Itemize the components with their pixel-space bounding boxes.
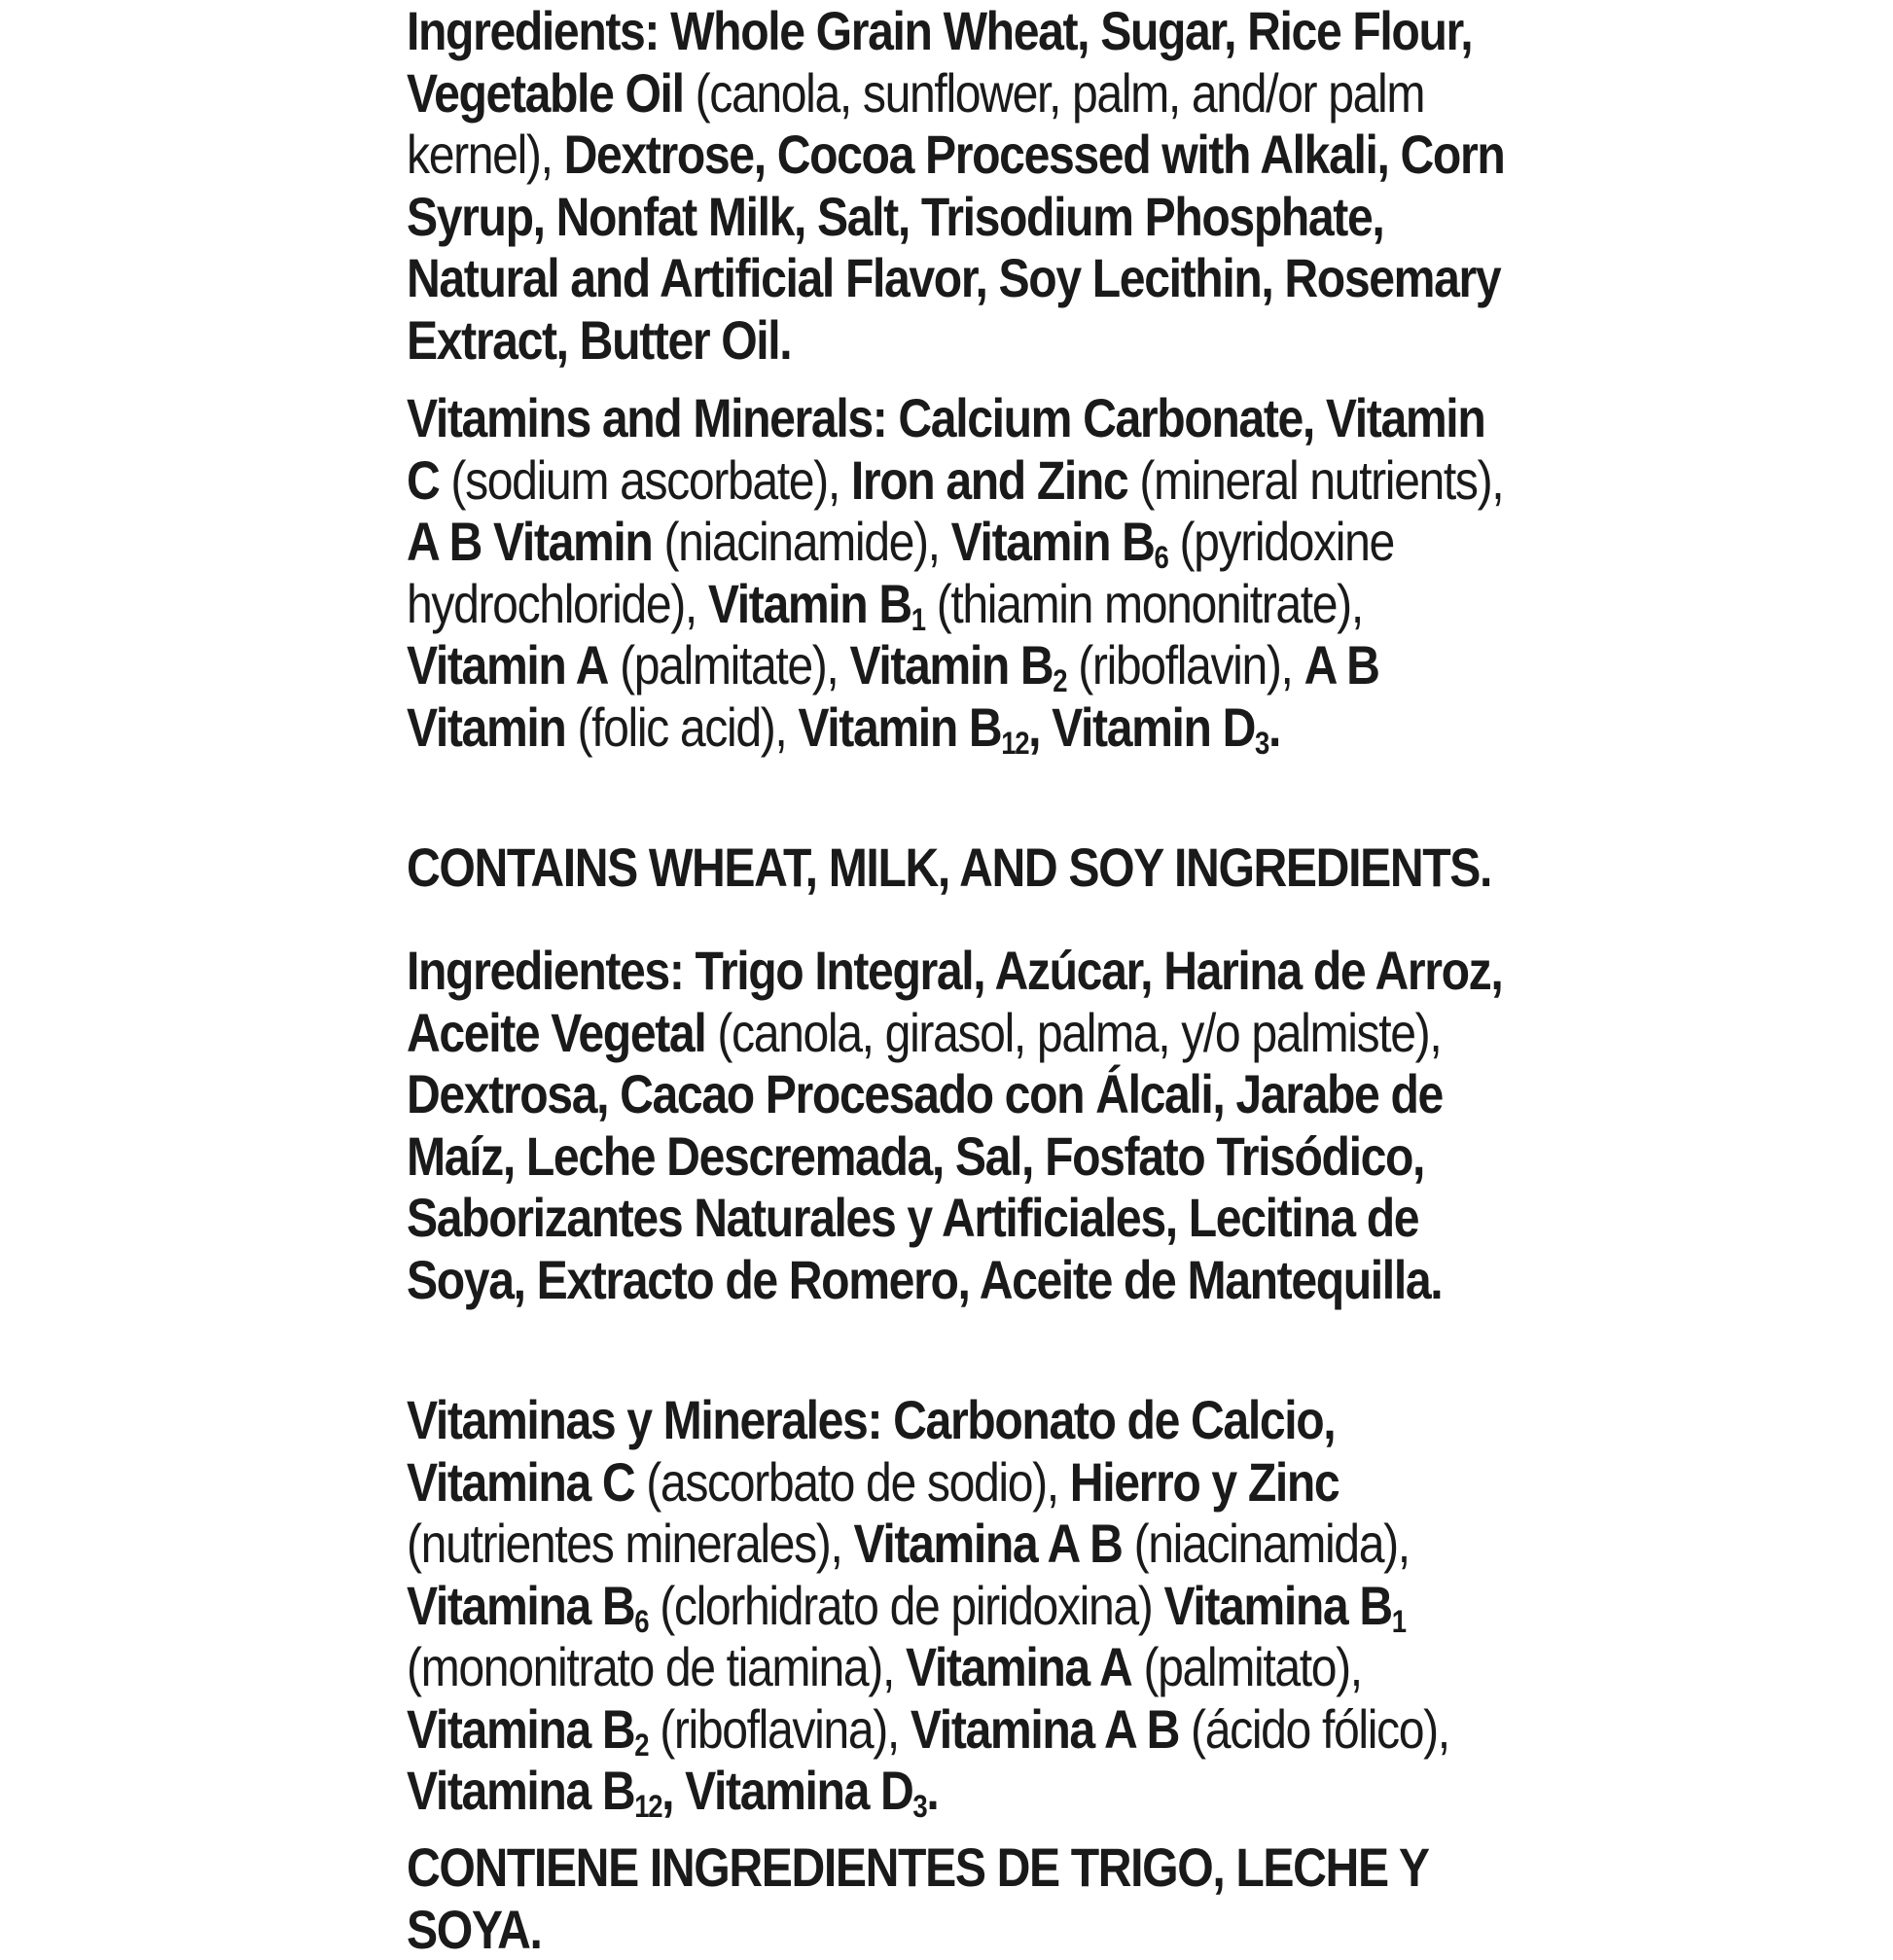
bold-run: Ingredients: Whole Grain Wheat, Sugar, Rice Flour, Vegetable Oil [407, 0, 1473, 124]
bold-run: , Vitamina D [661, 1760, 913, 1821]
regular-run: (nutrientes minerales), [407, 1513, 854, 1574]
allergen-statement-en [407, 837, 1525, 899]
regular-run: (riboflavina), [648, 1697, 911, 1760]
regular-run: (niacinamida), [1122, 1513, 1410, 1574]
regular-run: (ascorbato de sodio), [634, 1450, 1070, 1513]
bold-run: Iron and Zinc [850, 448, 1128, 511]
regular-run: (riboflavin), [1066, 634, 1304, 695]
subscript: 12 [634, 1789, 662, 1824]
regular-run: (thiamin mononitrate), [924, 572, 1363, 634]
regular-run: (pyridoxine hydrochloride), [407, 511, 1394, 634]
regular-run: (palmitate), [608, 634, 850, 695]
subscript: 12 [1001, 725, 1029, 761]
subscript: 2 [1053, 663, 1067, 698]
bold-run: . [1268, 695, 1280, 758]
bold-run: Vitamin B [798, 695, 1002, 758]
vitamins-minerals-en [407, 387, 1525, 761]
bold-run: Vitamin A [407, 634, 609, 695]
regular-run: (palmitato), [1131, 1636, 1362, 1697]
ingredients-en [407, 0, 1525, 371]
bold-run: Dextrosa, Cacao Procesado con Álcali, Jarabe de Maíz, Leche Descremada, Sal, Fosfato Trisódico, Saborizantes Naturales y Artificiales, Lecitina de Soya, Extracto de Romero, Aceite de Mantequilla. [407, 1063, 1443, 1310]
bold-run: Ingredientes: Trigo Integral, Azúcar, Harina de Arroz, Aceite Vegetal [407, 940, 1503, 1063]
subscript: 1 [911, 601, 925, 637]
bold-run: Vitamin B [849, 634, 1054, 695]
regular-run: (mononitrato de tiamina), [407, 1636, 906, 1697]
subscript: 3 [1255, 725, 1268, 761]
bold-run: Vitamina A B [853, 1513, 1123, 1574]
bold-run: Vitaminas y Minerales: Carbonato de Calcio, Vitamina C [407, 1389, 1336, 1513]
subscript: 6 [634, 1603, 649, 1639]
bold-run: Vitamin B [950, 511, 1155, 572]
regular-run: (mineral nutrients), [1127, 448, 1504, 511]
bold-run: Dextrose, Cocoa Processed with Alkali, Corn Syrup, Nonfat Milk, Salt, Trisodium Phosphate, Natural and Artificial Flavor, Soy Lecithin, Rosemary Extract, Butter Oil. [407, 124, 1505, 371]
bold-run: Vitamina A B [910, 1697, 1180, 1760]
bold-run: Hierro y Zinc [1069, 1450, 1339, 1513]
subscript: 1 [1391, 1603, 1406, 1639]
regular-run: (niacinamide), [652, 511, 951, 572]
regular-run: (canola, girasol, palma, y/o palmiste), [705, 1001, 1442, 1063]
vitamins-minerals-es [407, 1389, 1525, 1822]
bold-run: . [926, 1760, 939, 1821]
bold-run: Vitamins and Minerals: Calcium Carbonate, Vitamin C [407, 387, 1485, 511]
regular-run: (canola, sunflower, palm, and/or palm kernel), [407, 61, 1425, 185]
bold-run: A B Vitamin [407, 511, 653, 572]
regular-run: (folic acid), [565, 695, 799, 758]
bold-run: , Vitamin D [1028, 695, 1256, 758]
ingredients-es [407, 940, 1525, 1310]
regular-run: (clorhidrato de piridoxina) [648, 1574, 1164, 1636]
bold-run: Vitamin B [707, 572, 911, 634]
subscript: 2 [634, 1727, 649, 1763]
bold-run: Vitamina B [407, 1697, 635, 1760]
subscript: 6 [1154, 540, 1168, 575]
bold-run: CONTAINS WHEAT, MILK, AND SOY INGREDIENTS. [407, 837, 1492, 898]
bold-run: Vitamina B [407, 1760, 635, 1821]
regular-run: (sodium ascorbate), [439, 448, 851, 511]
bold-run: A B Vitamin [407, 634, 1379, 758]
bold-run: CONTIENE INGREDIENTES DE TRIGO, LECHE Y SOYA. [407, 1836, 1428, 1960]
bold-run: Vitamina B [1163, 1574, 1392, 1636]
allergen-statement-es [407, 1836, 1525, 1960]
bold-run: Vitamina A [905, 1636, 1132, 1697]
bold-run: Vitamina B [407, 1574, 635, 1636]
subscript: 3 [912, 1789, 927, 1824]
regular-run: (ácido fólico), [1179, 1697, 1449, 1760]
